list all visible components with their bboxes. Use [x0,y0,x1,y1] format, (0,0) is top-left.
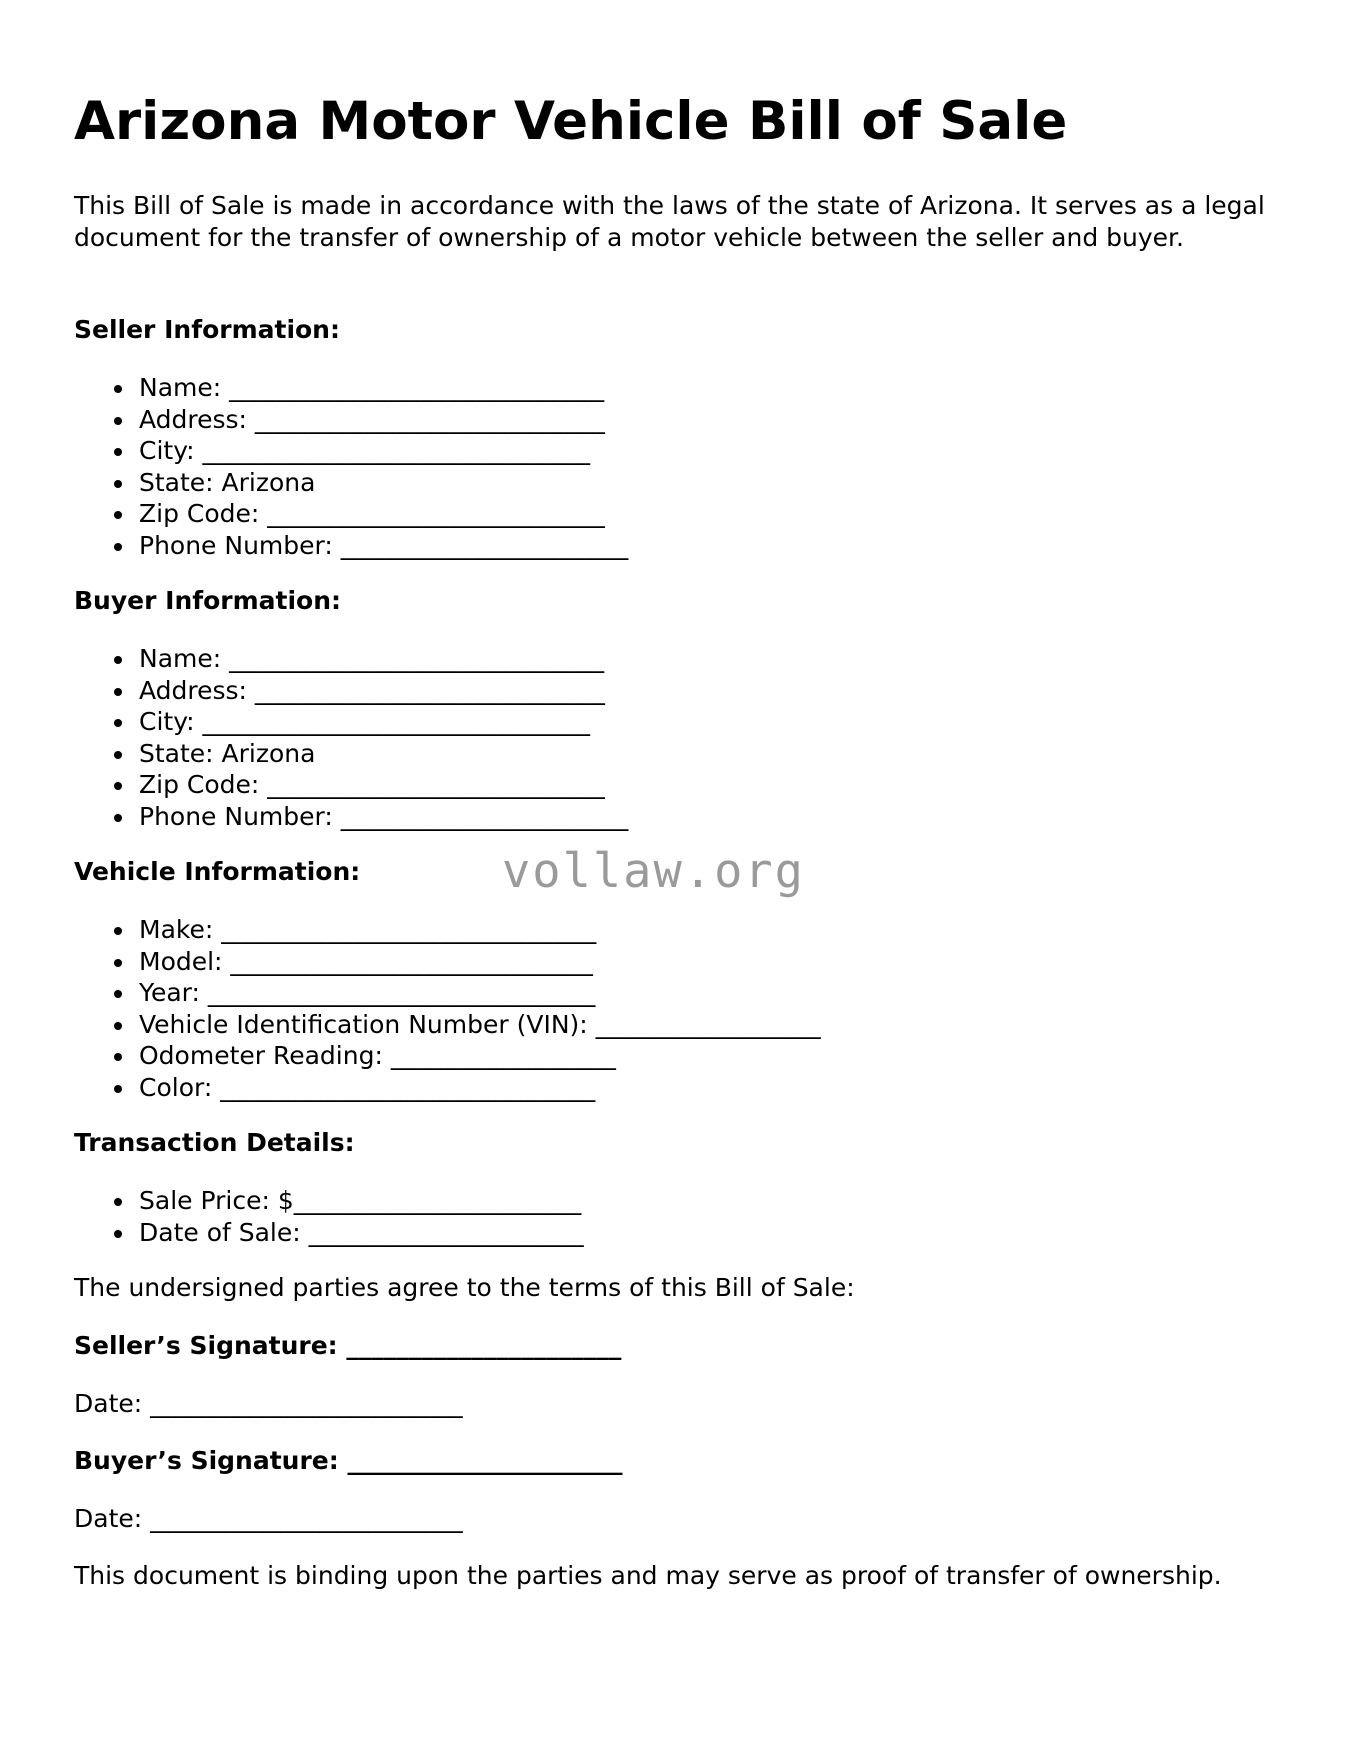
seller-state-field: State: Arizona [74,467,628,499]
watermark: vollaw.org [502,844,805,899]
vehicle-heading: Vehicle Information: [74,857,361,886]
transaction-heading: Transaction Details: [74,1128,355,1157]
closing-statement: This document is binding upon the parties and may serve as proof of transfer of ownership. [74,1561,1222,1590]
buyer-city-field: City: _______________________________ [74,706,628,738]
document-title: Arizona Motor Vehicle Bill of Sale [74,91,1068,152]
buyer-signature-line: Buyer’s Signature: ______________________ [74,1446,623,1475]
seller-signature-line: Seller’s Signature: ______________________ [74,1331,622,1360]
buyer-state-field: State: Arizona [74,738,628,770]
intro-paragraph: This Bill of Sale is made in accordance with the laws of the state of Arizona. It serves as a legal document for the transfer of ownership of a motor vehicle between the seller and buyer. [74,191,1265,252]
buyer-heading: Buyer Information: [74,586,342,615]
vehicle-info-list [74,914,821,1103]
vehicle-model-field: Model: _____________________________ [74,946,821,978]
seller-name-field: Name: ______________________________ [74,372,628,404]
buyer-address-field: Address: ____________________________ [74,675,628,707]
seller-zip-field: Zip Code: ___________________________ [74,498,628,530]
buyer-zip-field: Zip Code: ___________________________ [74,769,628,801]
vehicle-color-field: Color: ______________________________ [74,1072,821,1104]
buyer-phone-field: Phone Number: _______________________ [74,801,628,833]
sale-price-field: Sale Price: $_______________________ [74,1185,584,1217]
seller-address-field: Address: ____________________________ [74,404,628,436]
transaction-details-list [74,1185,584,1248]
seller-heading: Seller Information: [74,315,340,344]
vehicle-odometer-field: Odometer Reading: __________________ [74,1040,821,1072]
buyer-date-line: Date: _________________________ [74,1504,463,1533]
buyer-info-list [74,643,628,832]
date-of-sale-field: Date of Sale: ______________________ [74,1217,584,1249]
buyer-name-field: Name: ______________________________ [74,643,628,675]
agreement-statement: The undersigned parties agree to the terms of this Bill of Sale: [74,1273,855,1302]
seller-info-list [74,372,628,561]
seller-date-line: Date: _________________________ [74,1389,463,1418]
vehicle-make-field: Make: ______________________________ [74,914,821,946]
vehicle-year-field: Year: _______________________________ [74,977,821,1009]
seller-city-field: City: _______________________________ [74,435,628,467]
seller-phone-field: Phone Number: _______________________ [74,530,628,562]
vehicle-vin-field: Vehicle Identification Number (VIN): __________________ [74,1009,821,1041]
